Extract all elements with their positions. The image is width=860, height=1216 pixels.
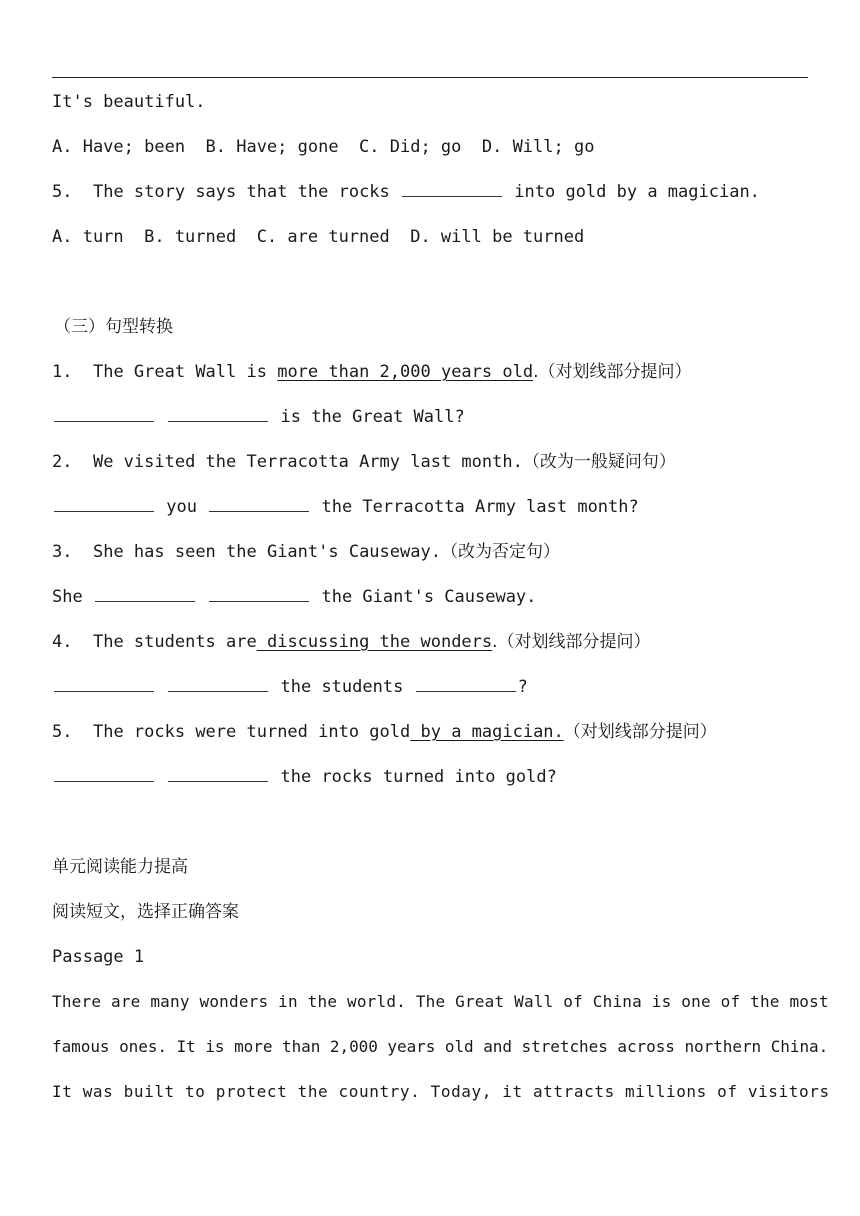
answer-text: you [166,497,197,517]
header-rule [52,77,808,78]
question-text: The Great Wall is [92,362,278,382]
answer-line-1 [52,406,465,428]
answer-text: She [52,587,83,607]
question-text: The students are [92,632,257,652]
answer-blank[interactable] [402,182,502,197]
transform-item-2 [52,451,676,473]
answer-text: the Giant's Causeway. [321,587,537,607]
answer-blank[interactable] [168,407,268,422]
answer-blank[interactable] [209,587,309,602]
question-instruction: .（对划线部分提问） [533,362,692,382]
answer-line-2 [52,496,639,518]
question-number: 3. [52,542,73,562]
answer-blank[interactable] [168,677,268,692]
answer-text: the students [280,677,404,697]
reading-heading: 单元阅读能力提高 [52,857,188,877]
answer-text: ? [517,677,528,697]
question-5-options: A. turn B. turned C. are turned D. will be turned [52,227,585,247]
underlined-phrase: by a magician. [410,722,564,742]
question-number: 4. [52,632,73,652]
question-text: into gold by a magician. [514,182,760,202]
reading-instruction: 阅读短文，选择正确答案 [52,902,239,922]
answer-text: the Terracotta Army last month? [321,497,639,517]
question-instruction: .（对划线部分提问） [492,632,651,652]
answer-text: the rocks turned into gold? [280,767,557,787]
answer-line-5 [52,766,557,788]
answer-blank[interactable] [416,677,516,692]
transform-item-5 [52,721,717,743]
answer-blank[interactable] [168,767,268,782]
question-number: 2. [52,452,73,472]
answer-line-3 [52,586,536,608]
transform-item-1 [52,361,691,383]
question-5 [52,181,760,203]
question-4-options: A. Have; been B. Have; gone C. Did; go D. Will; go [52,137,595,157]
passage-line: There are many wonders in the world. The Great Wall of China is one of the most [52,992,829,1011]
answer-blank[interactable] [54,677,154,692]
question-text: The story says that the rocks [92,182,390,202]
section-heading: （三）句型转换 [54,317,173,337]
passage-line: It was built to protect the country. Today, it attracts millions of visitors [52,1082,830,1101]
question-text: We visited the Terracotta Army last month.（改为一般疑问句） [92,452,676,472]
answer-blank[interactable] [95,587,195,602]
question-number: 5. [52,182,73,202]
answer-blank[interactable] [209,497,309,512]
transform-item-3 [52,541,560,563]
passage-line: famous ones. It is more than 2,000 years old and stretches across northern China. [52,1037,829,1056]
passage-title: Passage 1 [52,947,145,967]
answer-blank[interactable] [54,497,154,512]
question-text: She has seen the Giant's Causeway.（改为否定句） [92,542,560,562]
question-text: The rocks were turned into gold [92,722,411,742]
answer-blank[interactable] [54,767,154,782]
question-number: 1. [52,362,73,382]
answer-text: is the Great Wall? [280,407,465,427]
underlined-phrase: more than 2,000 years old [277,362,534,382]
underlined-phrase: discussing the wonders [256,632,493,652]
question-number: 5. [52,722,73,742]
answer-line-4 [52,676,528,698]
question-instruction: （对划线部分提问） [563,722,717,742]
answer-blank[interactable] [54,407,154,422]
question-4-tail: It's beautiful. [52,92,206,112]
transform-item-4 [52,631,651,653]
